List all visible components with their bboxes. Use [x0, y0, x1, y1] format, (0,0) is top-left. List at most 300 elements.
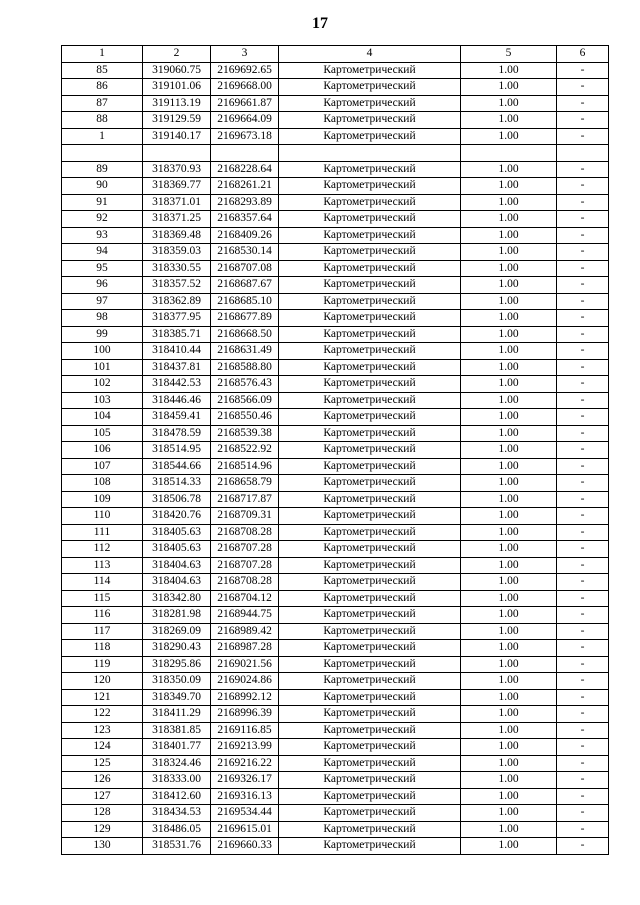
x-coordinate-cell: 318486.05: [143, 821, 211, 838]
note-cell: -: [557, 211, 609, 228]
table-row: [62, 689, 609, 706]
y-coordinate-cell: 2168409.26: [211, 227, 279, 244]
method-cell: Картометрический: [279, 161, 461, 178]
accuracy-cell: 1.00: [461, 359, 557, 376]
table-row: [62, 458, 609, 475]
accuracy-cell: 1.00: [461, 62, 557, 79]
y-coordinate-cell: 2168704.12: [211, 590, 279, 607]
x-coordinate-cell: 318437.81: [143, 359, 211, 376]
x-coordinate-cell: 318290.43: [143, 640, 211, 657]
accuracy-cell: 1.00: [461, 557, 557, 574]
y-coordinate-cell: 2168717.87: [211, 491, 279, 508]
accuracy-cell: 1.00: [461, 326, 557, 343]
table-row: [62, 508, 609, 525]
point-number-cell: 113: [62, 557, 143, 574]
x-coordinate-cell: 318330.55: [143, 260, 211, 277]
note-cell: -: [557, 260, 609, 277]
point-number-cell: 105: [62, 425, 143, 442]
method-cell: Картометрический: [279, 227, 461, 244]
accuracy-cell: 1.00: [461, 178, 557, 195]
x-coordinate-cell: 318342.80: [143, 590, 211, 607]
point-number-cell: 123: [62, 722, 143, 739]
note-cell: -: [557, 178, 609, 195]
note-cell: -: [557, 607, 609, 624]
x-coordinate-cell: 318369.48: [143, 227, 211, 244]
method-cell: Картометрический: [279, 409, 461, 426]
y-coordinate-cell: 2168658.79: [211, 475, 279, 492]
x-coordinate-cell: 318281.98: [143, 607, 211, 624]
table-row: [62, 755, 609, 772]
accuracy-cell: 1.00: [461, 211, 557, 228]
note-cell: -: [557, 409, 609, 426]
x-coordinate-cell: 318357.52: [143, 277, 211, 294]
table-row: [62, 838, 609, 855]
x-coordinate-cell: 318370.93: [143, 161, 211, 178]
point-number-cell: 96: [62, 277, 143, 294]
y-coordinate-cell: 2169326.17: [211, 772, 279, 789]
point-number-cell: 101: [62, 359, 143, 376]
note-cell: -: [557, 838, 609, 855]
note-cell: -: [557, 128, 609, 145]
column-header: 1: [62, 46, 143, 63]
point-number-cell: 94: [62, 244, 143, 261]
point-number-cell: 95: [62, 260, 143, 277]
method-cell: Картометрический: [279, 62, 461, 79]
table-row: [62, 112, 609, 129]
note-cell: -: [557, 392, 609, 409]
table-row: [62, 343, 609, 360]
column-header: 2: [143, 46, 211, 63]
accuracy-cell: 1.00: [461, 508, 557, 525]
note-cell: -: [557, 161, 609, 178]
accuracy-cell: 1.00: [461, 673, 557, 690]
point-number-cell: 93: [62, 227, 143, 244]
note-cell: -: [557, 706, 609, 723]
point-number-cell: 124: [62, 739, 143, 756]
point-number-cell: 110: [62, 508, 143, 525]
coordinates-table: [61, 45, 609, 855]
point-number-cell: 122: [62, 706, 143, 723]
note-cell: -: [557, 821, 609, 838]
x-coordinate-cell: 318411.29: [143, 706, 211, 723]
x-coordinate-cell: 318446.46: [143, 392, 211, 409]
y-coordinate-cell: 2168228.64: [211, 161, 279, 178]
method-cell: Картометрический: [279, 689, 461, 706]
point-number-cell: 120: [62, 673, 143, 690]
table-row: [62, 277, 609, 294]
table-row: [62, 145, 609, 162]
x-coordinate-cell: 318506.78: [143, 491, 211, 508]
accuracy-cell: 1.00: [461, 194, 557, 211]
method-cell: Картометрический: [279, 95, 461, 112]
note-cell: -: [557, 722, 609, 739]
accuracy-cell: 1.00: [461, 425, 557, 442]
x-coordinate-cell: 318434.53: [143, 805, 211, 822]
note-cell: -: [557, 359, 609, 376]
x-coordinate-cell: 318459.41: [143, 409, 211, 426]
y-coordinate-cell: 2168707.28: [211, 557, 279, 574]
table-row: [62, 706, 609, 723]
note-cell: -: [557, 442, 609, 459]
note-cell: -: [557, 574, 609, 591]
accuracy-cell: 1.00: [461, 293, 557, 310]
table-row: [62, 425, 609, 442]
table-row: [62, 178, 609, 195]
y-coordinate-cell: 2169664.09: [211, 112, 279, 129]
method-cell: Картометрический: [279, 442, 461, 459]
table-row: [62, 739, 609, 756]
method-cell: Картометрический: [279, 541, 461, 558]
method-cell: Картометрический: [279, 343, 461, 360]
accuracy-cell: 1.00: [461, 277, 557, 294]
method-cell: Картометрический: [279, 706, 461, 723]
method-cell: Картометрический: [279, 260, 461, 277]
note-cell: -: [557, 508, 609, 525]
accuracy-cell: 1.00: [461, 838, 557, 855]
point-number-cell: 129: [62, 821, 143, 838]
method-cell: Картометрический: [279, 623, 461, 640]
note-cell: -: [557, 244, 609, 261]
table-row: [62, 623, 609, 640]
x-coordinate-cell: 319113.19: [143, 95, 211, 112]
table-row: [62, 640, 609, 657]
method-cell: Картометрический: [279, 310, 461, 327]
method-cell: Картометрический: [279, 194, 461, 211]
x-coordinate-cell: 318295.86: [143, 656, 211, 673]
x-coordinate-cell: [143, 145, 211, 162]
y-coordinate-cell: 2168261.21: [211, 178, 279, 195]
table-row: [62, 772, 609, 789]
y-coordinate-cell: 2168944.75: [211, 607, 279, 624]
x-coordinate-cell: 318442.53: [143, 376, 211, 393]
x-coordinate-cell: 318405.63: [143, 524, 211, 541]
table-row: [62, 128, 609, 145]
note-cell: -: [557, 673, 609, 690]
accuracy-cell: 1.00: [461, 574, 557, 591]
method-cell: Картометрический: [279, 392, 461, 409]
point-number-cell: 112: [62, 541, 143, 558]
note-cell: -: [557, 755, 609, 772]
method-cell: Картометрический: [279, 178, 461, 195]
point-number-cell: 88: [62, 112, 143, 129]
note-cell: -: [557, 376, 609, 393]
y-coordinate-cell: 2168685.10: [211, 293, 279, 310]
accuracy-cell: 1.00: [461, 755, 557, 772]
x-coordinate-cell: 318359.03: [143, 244, 211, 261]
x-coordinate-cell: 318381.85: [143, 722, 211, 739]
accuracy-cell: 1.00: [461, 112, 557, 129]
method-cell: Картометрический: [279, 326, 461, 343]
note-cell: -: [557, 739, 609, 756]
accuracy-cell: 1.00: [461, 656, 557, 673]
accuracy-cell: 1.00: [461, 706, 557, 723]
accuracy-cell: [461, 145, 557, 162]
accuracy-cell: 1.00: [461, 640, 557, 657]
accuracy-cell: 1.00: [461, 788, 557, 805]
table-row: [62, 491, 609, 508]
y-coordinate-cell: 2168987.28: [211, 640, 279, 657]
note-cell: -: [557, 343, 609, 360]
point-number-cell: 89: [62, 161, 143, 178]
note-cell: -: [557, 62, 609, 79]
accuracy-cell: 1.00: [461, 442, 557, 459]
point-number-cell: 128: [62, 805, 143, 822]
accuracy-cell: 1.00: [461, 821, 557, 838]
note-cell: -: [557, 689, 609, 706]
note-cell: -: [557, 425, 609, 442]
accuracy-cell: 1.00: [461, 805, 557, 822]
y-coordinate-cell: 2169534.44: [211, 805, 279, 822]
accuracy-cell: 1.00: [461, 623, 557, 640]
table-row: [62, 293, 609, 310]
method-cell: Картометрический: [279, 755, 461, 772]
page-number: 17: [312, 15, 328, 32]
x-coordinate-cell: 318269.09: [143, 623, 211, 640]
point-number-cell: 121: [62, 689, 143, 706]
method-cell: Картометрический: [279, 211, 461, 228]
y-coordinate-cell: 2169316.13: [211, 788, 279, 805]
x-coordinate-cell: 318404.63: [143, 574, 211, 591]
accuracy-cell: 1.00: [461, 772, 557, 789]
note-cell: -: [557, 293, 609, 310]
table-row: [62, 590, 609, 607]
y-coordinate-cell: 2168668.50: [211, 326, 279, 343]
y-coordinate-cell: 2168588.80: [211, 359, 279, 376]
y-coordinate-cell: 2168992.12: [211, 689, 279, 706]
method-cell: Картометрический: [279, 838, 461, 855]
table-row: [62, 227, 609, 244]
note-cell: -: [557, 194, 609, 211]
point-number-cell: 106: [62, 442, 143, 459]
method-cell: Картометрический: [279, 491, 461, 508]
point-number-cell: 114: [62, 574, 143, 591]
column-header: 6: [557, 46, 609, 63]
note-cell: -: [557, 326, 609, 343]
y-coordinate-cell: 2168631.49: [211, 343, 279, 360]
table-row: [62, 310, 609, 327]
x-coordinate-cell: 318544.66: [143, 458, 211, 475]
method-cell: Картометрический: [279, 821, 461, 838]
method-cell: Картометрический: [279, 557, 461, 574]
point-number-cell: 108: [62, 475, 143, 492]
method-cell: Картометрический: [279, 739, 461, 756]
x-coordinate-cell: 318333.00: [143, 772, 211, 789]
table-row: [62, 211, 609, 228]
accuracy-cell: 1.00: [461, 95, 557, 112]
method-cell: Картометрический: [279, 722, 461, 739]
table-row: [62, 244, 609, 261]
accuracy-cell: 1.00: [461, 458, 557, 475]
point-number-cell: 119: [62, 656, 143, 673]
note-cell: -: [557, 227, 609, 244]
table-row: [62, 574, 609, 591]
point-number-cell: 90: [62, 178, 143, 195]
point-number-cell: 86: [62, 79, 143, 96]
table-row: [62, 673, 609, 690]
note-cell: -: [557, 112, 609, 129]
note-cell: -: [557, 277, 609, 294]
method-cell: Картометрический: [279, 293, 461, 310]
point-number-cell: 102: [62, 376, 143, 393]
y-coordinate-cell: 2169692.65: [211, 62, 279, 79]
note-cell: -: [557, 557, 609, 574]
y-coordinate-cell: 2169673.18: [211, 128, 279, 145]
point-number-cell: 91: [62, 194, 143, 211]
y-coordinate-cell: 2168687.67: [211, 277, 279, 294]
point-number-cell: 87: [62, 95, 143, 112]
method-cell: [279, 145, 461, 162]
y-coordinate-cell: 2168677.89: [211, 310, 279, 327]
note-cell: [557, 145, 609, 162]
column-header: 3: [211, 46, 279, 63]
method-cell: Картометрический: [279, 788, 461, 805]
table-row: [62, 194, 609, 211]
coordinates-table-body: [62, 46, 609, 855]
y-coordinate-cell: 2168708.28: [211, 524, 279, 541]
method-cell: Картометрический: [279, 590, 461, 607]
note-cell: -: [557, 623, 609, 640]
x-coordinate-cell: 318350.09: [143, 673, 211, 690]
y-coordinate-cell: 2168707.08: [211, 260, 279, 277]
method-cell: Картометрический: [279, 640, 461, 657]
table-row: [62, 359, 609, 376]
table-row: [62, 788, 609, 805]
point-number-cell: 104: [62, 409, 143, 426]
method-cell: Картометрический: [279, 458, 461, 475]
point-number-cell: 118: [62, 640, 143, 657]
y-coordinate-cell: 2169021.56: [211, 656, 279, 673]
method-cell: Картометрический: [279, 244, 461, 261]
point-number-cell: 125: [62, 755, 143, 772]
method-cell: Картометрический: [279, 376, 461, 393]
y-coordinate-cell: 2169116.85: [211, 722, 279, 739]
y-coordinate-cell: 2168293.89: [211, 194, 279, 211]
note-cell: -: [557, 79, 609, 96]
method-cell: Картометрический: [279, 359, 461, 376]
note-cell: -: [557, 772, 609, 789]
point-number-cell: 115: [62, 590, 143, 607]
point-number-cell: 130: [62, 838, 143, 855]
accuracy-cell: 1.00: [461, 343, 557, 360]
table-row: [62, 821, 609, 838]
column-header: 5: [461, 46, 557, 63]
accuracy-cell: 1.00: [461, 227, 557, 244]
x-coordinate-cell: 318349.70: [143, 689, 211, 706]
note-cell: -: [557, 541, 609, 558]
accuracy-cell: 1.00: [461, 392, 557, 409]
accuracy-cell: 1.00: [461, 607, 557, 624]
note-cell: -: [557, 310, 609, 327]
table-row: [62, 79, 609, 96]
y-coordinate-cell: 2168530.14: [211, 244, 279, 261]
x-coordinate-cell: 318385.71: [143, 326, 211, 343]
table-row: [62, 524, 609, 541]
x-coordinate-cell: 318514.33: [143, 475, 211, 492]
point-number-cell: 116: [62, 607, 143, 624]
accuracy-cell: 1.00: [461, 409, 557, 426]
x-coordinate-cell: 318371.25: [143, 211, 211, 228]
point-number-cell: 126: [62, 772, 143, 789]
note-cell: -: [557, 656, 609, 673]
accuracy-cell: 1.00: [461, 79, 557, 96]
y-coordinate-cell: 2168709.31: [211, 508, 279, 525]
y-coordinate-cell: [211, 145, 279, 162]
x-coordinate-cell: 319129.59: [143, 112, 211, 129]
note-cell: -: [557, 491, 609, 508]
table-row: [62, 805, 609, 822]
note-cell: -: [557, 475, 609, 492]
x-coordinate-cell: 318478.59: [143, 425, 211, 442]
accuracy-cell: 1.00: [461, 161, 557, 178]
table-row: [62, 161, 609, 178]
accuracy-cell: 1.00: [461, 475, 557, 492]
y-coordinate-cell: 2168707.28: [211, 541, 279, 558]
point-number-cell: 127: [62, 788, 143, 805]
y-coordinate-cell: 2169216.22: [211, 755, 279, 772]
y-coordinate-cell: 2168539.38: [211, 425, 279, 442]
y-coordinate-cell: 2169660.33: [211, 838, 279, 855]
method-cell: Картометрический: [279, 128, 461, 145]
method-cell: Картометрический: [279, 508, 461, 525]
note-cell: -: [557, 524, 609, 541]
note-cell: -: [557, 95, 609, 112]
method-cell: Картометрический: [279, 772, 461, 789]
table-row: [62, 557, 609, 574]
accuracy-cell: 1.00: [461, 541, 557, 558]
point-number-cell: 100: [62, 343, 143, 360]
table-row: [62, 260, 609, 277]
accuracy-cell: 1.00: [461, 524, 557, 541]
table-row: [62, 392, 609, 409]
point-number-cell: 99: [62, 326, 143, 343]
y-coordinate-cell: 2168566.09: [211, 392, 279, 409]
x-coordinate-cell: 318377.95: [143, 310, 211, 327]
x-coordinate-cell: 318369.77: [143, 178, 211, 195]
accuracy-cell: 1.00: [461, 244, 557, 261]
table-row: [62, 62, 609, 79]
method-cell: Картометрический: [279, 574, 461, 591]
y-coordinate-cell: 2169615.01: [211, 821, 279, 838]
accuracy-cell: 1.00: [461, 739, 557, 756]
accuracy-cell: 1.00: [461, 722, 557, 739]
note-cell: -: [557, 805, 609, 822]
x-coordinate-cell: 318420.76: [143, 508, 211, 525]
point-number-cell: [62, 145, 143, 162]
note-cell: -: [557, 458, 609, 475]
x-coordinate-cell: 318362.89: [143, 293, 211, 310]
table-row: [62, 409, 609, 426]
y-coordinate-cell: 2169661.87: [211, 95, 279, 112]
y-coordinate-cell: 2168576.43: [211, 376, 279, 393]
table-row: [62, 442, 609, 459]
y-coordinate-cell: 2168522.92: [211, 442, 279, 459]
x-coordinate-cell: 319060.75: [143, 62, 211, 79]
note-cell: -: [557, 590, 609, 607]
y-coordinate-cell: 2169213.99: [211, 739, 279, 756]
x-coordinate-cell: 318514.95: [143, 442, 211, 459]
x-coordinate-cell: 318405.63: [143, 541, 211, 558]
y-coordinate-cell: 2168996.39: [211, 706, 279, 723]
point-number-cell: 92: [62, 211, 143, 228]
x-coordinate-cell: 319101.06: [143, 79, 211, 96]
accuracy-cell: 1.00: [461, 590, 557, 607]
point-number-cell: 107: [62, 458, 143, 475]
accuracy-cell: 1.00: [461, 376, 557, 393]
x-coordinate-cell: 318371.01: [143, 194, 211, 211]
x-coordinate-cell: 318412.60: [143, 788, 211, 805]
method-cell: Картометрический: [279, 112, 461, 129]
point-number-cell: 97: [62, 293, 143, 310]
